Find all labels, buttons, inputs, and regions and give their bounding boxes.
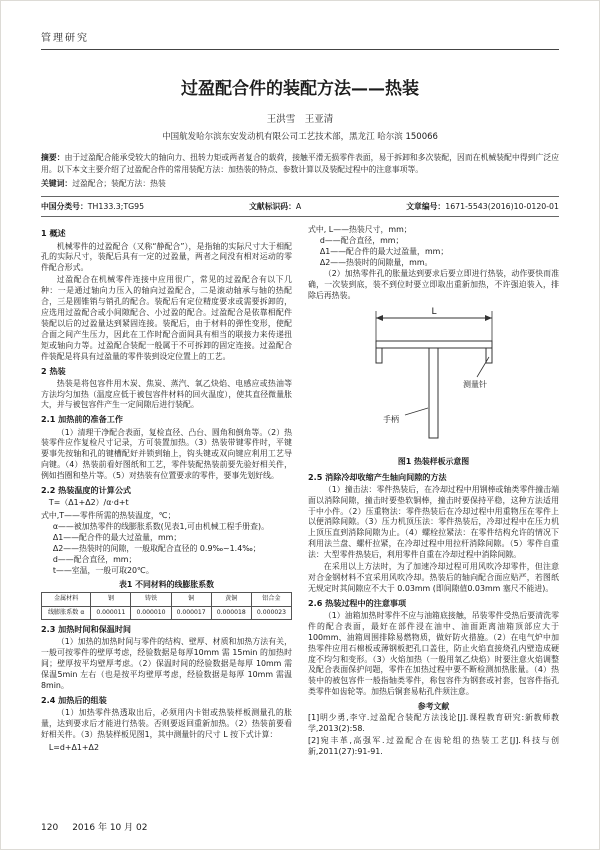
page-number: 120: [41, 823, 59, 833]
section-2-4-heading: 2.4 加热后的组装: [41, 694, 107, 705]
table-header-cell: 铸铁: [131, 593, 171, 606]
paragraph: （1）加热零件热透取出后，必须用内卡钳或热装样板测量孔的胀量，达到要求后才能进行热装。否则要返回重新加热。（2）热装前要看好相关件。（3）热装样板见图1，其中测量针的尺寸 L 按下式计算：: [41, 708, 292, 739]
handle-label: 手柄: [382, 414, 399, 424]
abstract: [41, 152, 559, 175]
article-id-item: [406, 201, 559, 212]
paragraph: （1）清理干净配合表面，复检直径、凸台、圆角和倒角等。（2）热装零件应作复检尺寸记录，方可装置加热。（3）热装带键零件时，平键要事先按轴和孔的键槽配好并锁到轴上，钩头键或双向键应利用工艺导向键。（4）热装前看好图纸和工艺，零件装配热装前要先验好相关件，例如挡圈和垫片等。（5）对热装有位置要求的零件，要事先划好线。: [41, 427, 292, 481]
figure-1: [308, 305, 559, 468]
table-cell: 0.000011: [91, 606, 131, 619]
authors: 王洪雪 王亚清: [266, 114, 334, 125]
table-header-row: [42, 593, 292, 606]
right-column: [308, 225, 559, 758]
paragraph: （1）撞击法：零件热装后，在冷却过程中用钢棒或轴类零件撞击端面以消除间隙，撞击时要垫软铜棒，撞击时要保持平稳，这种方法适用于中小件。（2）压重物法：零件热装后在冷却过程中用重物压在零件上以便消除间隙。（3）压力机顶压法：零件热装后，冷却过程中在压力机上顶压直到消除间隙为止。（4）螺栓拉紧法：在零件结构允许的情况下利用法兰盘、螺杆拉紧，在冷却过程中用拉杆消除间隙。（5）零件自重法：大型零件热装后，利用零件自重在冷却过程中消除间隙。: [308, 484, 559, 560]
section-2-1-heading: 2.1 加热前的准备工作: [41, 414, 123, 425]
meta-divider-bottom: [41, 216, 559, 217]
formula-definition: Δ1——配合件的最大过盈量，mm；: [319, 247, 449, 257]
table-cell: 0.000018: [211, 606, 251, 619]
keywords-label: 关键词：: [41, 179, 73, 189]
expansion-coefficient-table: [41, 592, 292, 620]
reference-item: [2]宛丰革,高强军.过盈配合在齿轮组的热装工艺[J].科技与创新,2011(27):91-91.: [308, 735, 559, 756]
issue-date: 2016 年 10 月 02: [72, 823, 148, 833]
paragraph: 过盈配合在机械零件连接中应用很广，常见的过盈配合有以下几种：一是通过轴向力压入的轴向过盈配合，二是滚动轴承与轴的热配合，三是圆锥销与销孔的配合。装配后有定位精度要求或需要拆卸的，应选用过盈配合或小间隙配合、小过盈的配合。过盈配合是依靠相配件装配以后的过盈量达到紧固连接。装配后，由于材料的弹性变形，使配合面之间产生压力，因此在工作时配合面间具有相当的联接力来传递扭矩或轴向力等。过盈配合装配一般属于不可拆卸的固定连接。过盈配合件装配是将具有过盈量的零件装到设定位置上的工艺。: [41, 275, 292, 361]
keywords-line: [41, 178, 559, 189]
section-2-6-heading: 2.6 热装过程中的注意事项: [308, 597, 407, 608]
formula-definition: Δ1——配合件的最大过盈量，mm；: [52, 532, 182, 542]
table-header-cell: 金属材料: [42, 593, 91, 606]
table-header-cell: 铜: [171, 593, 211, 606]
doc-code-item: [249, 201, 301, 212]
abstract-text: 由于过盈配合能承受较大的轴向力、扭转力矩或两者复合的载荷，接触平滑无损零件表面，易于拆卸和多次装配，因而在机械装配中得到广泛应用。以下本文主要介绍了过盈配合件的常用装配方法：加热装的特点、参数计算以及装配过程中的注意事项等。: [41, 153, 560, 174]
section-2-5-heading: 2.5 消除冷却收缩产生轴向间隙的方法: [308, 471, 447, 482]
formula-definition: Δ2——热装时的间隙，一般取配合直径的 0.9‰~1.4‰；: [52, 543, 261, 553]
table-cell: 0.000010: [131, 606, 171, 619]
article-id-value: 1671-5543(2016)10-0120-01: [445, 202, 559, 212]
table-row-label: 线膨胀系数 α: [42, 606, 91, 619]
table-header-cell: 铝合金: [251, 593, 291, 606]
heat-fit-template-diagram: [349, 305, 519, 453]
formula-definition: α——被加热零件的线膨胀系数(见表1,可由机械工程手册查)。: [52, 522, 269, 532]
table-cell: 0.000017: [171, 606, 211, 619]
article-id-label: 文章编号：: [406, 202, 446, 212]
section-2-3-heading: 2.3 加热时间和保温时间: [41, 624, 132, 635]
formula-definition: 式中,T——零件所需的热装温度，℃；: [41, 511, 176, 521]
doc-code-value: A: [295, 202, 302, 212]
page-footer: [41, 820, 161, 833]
clc-value: TH133.3;TG95: [87, 202, 145, 212]
paragraph: （2）加热零件孔的胀量达到要求后要立即进行热装，动作要快而准确，一次装到底，装不到位时要立即取出重新加热，不许强迫装入，排除后再热装。: [308, 269, 559, 300]
clc-item: [41, 201, 144, 212]
header-divider: [41, 49, 559, 50]
doc-code-label: 文献标识码：: [249, 202, 296, 212]
formula-definition: t——室温，一般可取20℃。: [52, 565, 154, 575]
reference-item: [1]明少勇,李守.过盈配合装配方法浅论[J].课程教育研究:新教师教学,2013(2):58.: [308, 713, 559, 733]
clc-label: 中国分类号：: [41, 202, 88, 212]
article-body: [41, 225, 559, 758]
keywords-text: 过盈配合；装配方法：热装: [72, 179, 166, 189]
section-2-2-heading: 2.2 热装温度的计算公式: [41, 485, 132, 496]
formula-definition: d——配合直径，mm；: [319, 236, 404, 246]
formula-definition: d——配合直径，mm；: [52, 554, 137, 564]
article-title: 过盈配合件的装配方法——热装: [181, 79, 419, 99]
section-1-heading: 1 概述: [41, 228, 66, 239]
classification-line: [41, 197, 559, 216]
affiliation: 中国航发哈尔滨东安发动机有限公司工艺技术部，黑龙江 哈尔滨 150066: [162, 132, 438, 142]
pin-length-formula: L=d+Δ1+Δ2: [48, 742, 99, 752]
paragraph: 在采用以上方法时，为了加速冷却过程可用风吹冷却零件，但注意对合金钢材料不宜采用风吹冷却。热装后的轴向配合面应贴严，若图纸无规定时其间隙应不大于 0.03mm (即间隙值0.03mm 塞尺不能进)。: [308, 562, 559, 593]
column-name: 管理研究: [41, 33, 89, 44]
left-column: [41, 225, 292, 758]
paragraph: 机械零件的过盈配合（又称“静配合”），是指轴的实际尺寸大于相配孔的实际尺寸，装配后具有一定的过盈量，两者之间没有相对运动的零件配合形式。: [41, 241, 292, 273]
table-caption: 表1 不同材料的线膨胀系数: [118, 579, 215, 589]
dimension-label: L: [430, 306, 437, 317]
paragraph: 热装是将包容件用木炭、焦炭、蒸汽、氧乙炔焰、电感应或热油等方法均匀加热（温度应低于被包容件材料的回火温度），使其直径微量胀大，并与被包容件产生一定间隙后进行装配。: [41, 378, 292, 410]
table-header-cell: 钢: [91, 593, 131, 606]
formula-definition: 式中, L——热装尺寸，mm；: [308, 225, 412, 235]
running-head: [41, 29, 559, 49]
formula-definition: Δ2——热装时的间隙量，mm。: [319, 258, 433, 268]
references-heading: 参考文献: [417, 702, 450, 712]
table-row: [42, 606, 292, 619]
figure-caption: 图1 热装样板示意图: [397, 456, 470, 466]
paragraph: （1）加热的加热时间与零件的结构、壁厚、材质和加热方法有关，一般可按零件的壁厚考虑，经验数据是每厚10mm 需 15min 的加热时间；壁厚按平均壁厚考虑。（2）保温时间的经验数据是每厚 10mm 需保温5min 左右（也是按平均壁厚考虑，经验数据是每厚 10mm 需温8min。: [41, 637, 292, 691]
abstract-label: 摘要：: [41, 153, 65, 162]
table-header-cell: 黄铜: [211, 593, 251, 606]
pin-label: 测量针: [462, 379, 487, 389]
paragraph: （1）油箱加热时零件不应与油箱底接触，吊装零件受热后要清洗零件的配合表面，最好在部件浸在油中、油面距离油箱顶部应大于 100mm、油箱周围排除易燃物质，做好防火措施。（2）在电气炉中加热零件应用石棉板或薄钢板把孔口盖住，防止火焰直接烧孔内壁造成硬度不均匀和变形。（3）火焰加热（一般用氧乙炔焰）时要注意火焰调整及配合表面保护问题，零件在加热过程中要不断检测加热胀量。（4）热装中的被包容件一般指轴类零件，称包容件为钢套或衬套，包容件指孔类零件如齿轮等。加热后铜套易粘孔件须注意。: [308, 610, 559, 697]
section-2-heading: 2 热装: [41, 365, 66, 376]
table-cell: 0.000023: [251, 606, 291, 619]
temperature-formula: T=（Δ1+Δ2）/α·d+t: [48, 498, 129, 508]
